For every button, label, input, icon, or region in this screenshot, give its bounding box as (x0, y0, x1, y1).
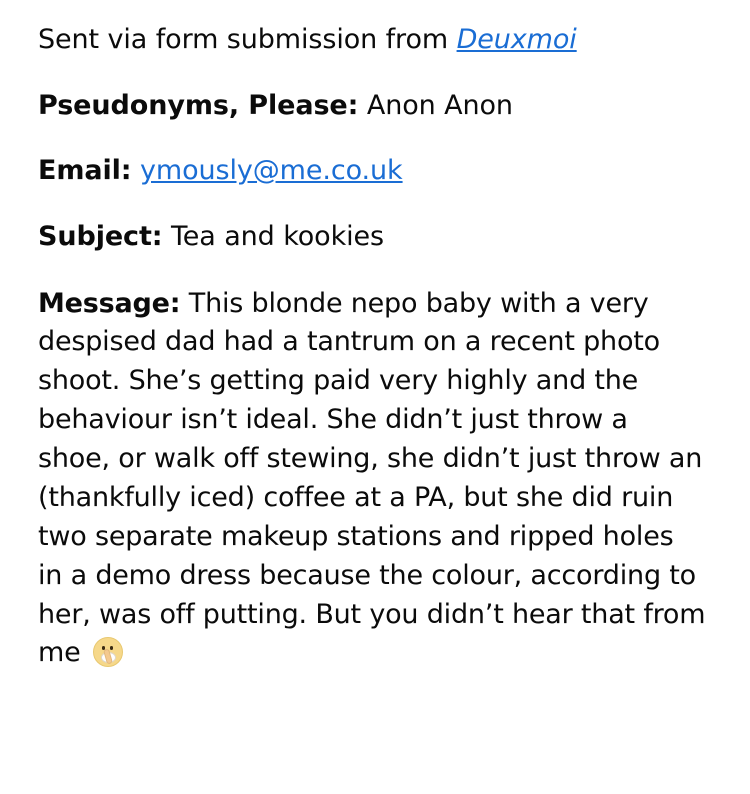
field-label-email: Email: (38, 155, 132, 187)
field-value-subject: Tea and kookies (170, 220, 385, 252)
email-link[interactable]: ymously@me.co.uk (140, 155, 403, 187)
message-body (38, 285, 706, 674)
source-line (38, 22, 706, 58)
deuxmoi-link[interactable]: Deuxmoi (456, 24, 577, 55)
field-subject (38, 219, 706, 255)
field-label-subject: Subject: (38, 220, 163, 252)
field-label-message: Message: (38, 287, 181, 319)
shushing-face-emoji (93, 637, 123, 667)
field-value-pseudonyms: Anon Anon (366, 89, 513, 121)
field-label-pseudonyms: Pseudonyms, Please: (38, 89, 359, 121)
field-pseudonyms (38, 88, 706, 124)
field-email (38, 153, 706, 189)
message-text: This blonde nepo baby with a very despised dad had a tantrum on a recent photo shoot. She’s getting paid very highly and the behaviour isn’t ideal. She didn’t just throw a shoe, or walk off stewing, she didn’t just throw an (thankfully iced) coffee at a PA, but she did ruin two separate makeup stations and ripped holes in a demo dress because the colour, according to her, was off putting. But you didn’t hear that from me (38, 287, 706, 669)
source-prefix: Sent via form submission from (38, 24, 457, 55)
